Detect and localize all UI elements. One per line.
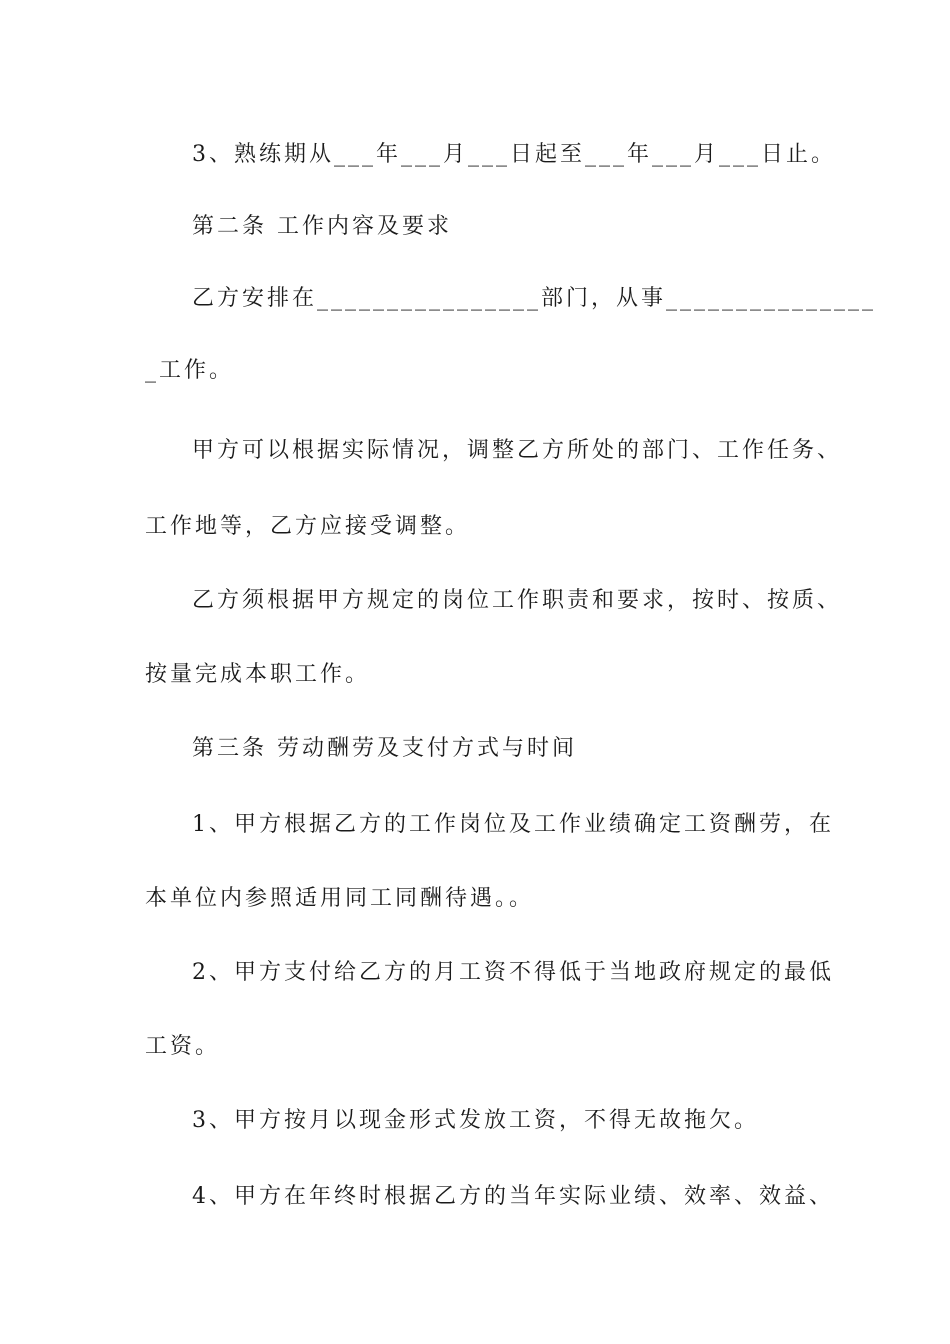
text-line: 按量完成本职工作。 <box>145 662 371 687</box>
text-line: 3、熟练期从___年___月___日起至___年___月___日止。 <box>192 142 836 167</box>
text-line: 乙方须根据甲方规定的岗位工作职责和要求，按时、按质、 <box>192 588 843 613</box>
text-line: _工作。 <box>145 358 235 383</box>
section-heading: 第三条 劳动酬劳及支付方式与时间 <box>192 736 577 761</box>
text-line: 本单位内参照适用同工同酬待遇。。 <box>145 886 535 911</box>
text-line: 3、甲方按月以现金形式发放工资，不得无故拖欠。 <box>192 1108 759 1133</box>
section-heading: 第二条 工作内容及要求 <box>192 214 452 239</box>
text-line: 1、甲方根据乙方的工作岗位及工作业绩确定工资酬劳，在 <box>192 812 834 837</box>
text-line: 工资。 <box>145 1034 221 1059</box>
text-line: 工作地等，乙方应接受调整。 <box>145 514 471 539</box>
text-line: 乙方安排在________________部门，从事_______________ <box>192 286 877 311</box>
text-line: 2、甲方支付给乙方的月工资不得低于当地政府规定的最低 <box>192 960 834 985</box>
text-line: 甲方可以根据实际情况，调整乙方所处的部门、工作任务、 <box>192 438 843 463</box>
text-line: 4、甲方在年终时根据乙方的当年实际业绩、效率、效益、 <box>192 1184 834 1209</box>
